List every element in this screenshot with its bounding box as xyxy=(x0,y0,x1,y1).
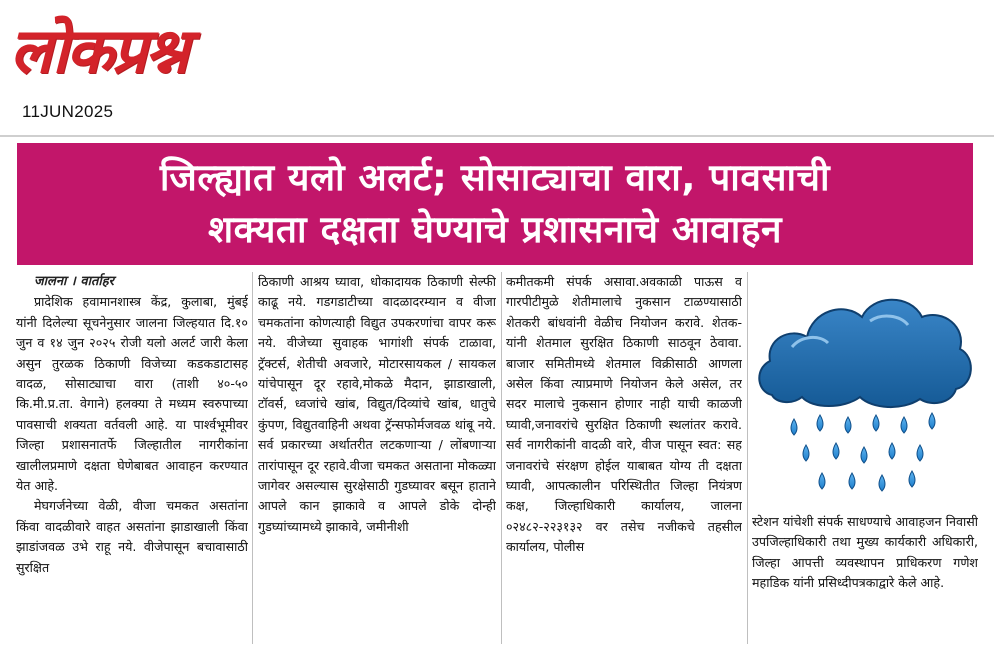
column-divider xyxy=(252,272,253,644)
article-column-1 xyxy=(16,272,248,644)
masthead xyxy=(0,0,994,135)
headline xyxy=(17,143,973,265)
paragraph: कमीतकमी संपर्क असावा.अवकाळी पाऊस व गारपीटीमुळे शेतीमालाचे नुकसान टाळण्यासाठी शेतकरी बांधवांनी वेळीच नियोजन करावे. शेतक-यांनी शेतमाल सुरक्षित ठिकाणी साठवून ठेवावा. बाजार समितीमध्ये शेतमाल विक्रीसाठी आणला असेल किंवा त्याप्रमाणे नियोजन केले असेल, तर सदर मालाचे नुकसान होणार नाही याची काळजी घ्यावी,जनावरांचे सुरक्षित ठिकाणी स्थलांतर करावे. सर्व नागरीकांनी वादळी वारे, वीज पासून स्वत: सह जनावरांचे संरक्षण होईल याबाबत योग्य ती दक्षता घ्यावी, आपत्कालीन परिस्थितीत जिल्हा नियंत्रण कक्ष, जिल्हाधिकारी कार्यालय, जालना ०२४८२-२२३१३२ वर तसेच नजीकचे तहसील कार्यालय, पोलीस xyxy=(506,274,742,555)
paragraph: मेघगर्जनेच्या वेळी, वीजा चमकत असतांना किंवा वादळीवारे वाहत असतांना झाडाखाली किंवा झाडांजवळ उभे राहू नये. वीजेपासून बचावासाठी सुरक्षित xyxy=(16,498,248,575)
byline: जालना । वार्ताहर xyxy=(34,274,114,289)
article-column-2 xyxy=(258,272,496,644)
column-divider xyxy=(747,272,748,644)
paragraph: प्रादेशिक हवामानशास्त्र केंद्र, कुलाबा, मुंबई यांनी दिलेल्या सूचनेनुसार जालना जिल्हयात दि.१० जुन व १४ जुन २०२५ रोजी यलो अलर्ट जारी केला असुन तुरळक ठिकाणी विजेच्या कडकडाटासह वादळ, सोसाट्याचा वारा (ताशी ४०-५० कि.मी.प्र.ता. वेगाने) हलक्या ते मध्यम स्वरुपाच्या पावसाची शक्यता वर्तवली आहे. या पार्श्वभूमीवर जिल्हा प्रशासनातर्फे जिल्हातील नागरीकांना खालीलप्रमाणे दक्षता घेणेबाबत आवाहन करण्यात येत आहे. xyxy=(16,294,248,494)
rain-cloud-illustration xyxy=(752,277,978,505)
article-column-4 xyxy=(752,512,978,644)
paragraph: स्टेशन यांचेशी संपर्क साधण्याचे आवाहजन निवासी उपजिल्हाधिकारी तथा मुख्य कार्यकारी अधिकारी, जिल्हा आपत्ती व्यवस्थापन प्राधिकरण गणेश महाडिक यांनी प्रसिध्दीपत्रकाद्वारे केले आहे. xyxy=(752,514,978,591)
headline-line-2: शक्यता दक्षता घेण्याचे प्रशासनाचे आवाहन xyxy=(207,208,782,251)
paragraph: ठिकाणी आश्रय घ्यावा, धोकादायक ठिकाणी सेल्फी काढू नये. गडगडाटीच्या वादळादरम्यान व वीजा चमकतांना कोणत्याही विद्युत उपकरणांचा वापर करू नये. वीजेच्या सुवाहक भागांशी संपर्क टाळावा, ट्रॅक्टर्स, शेतीची अवजारे, मोटारसायकल / सायकल यांचेपासून दूर रहावे,मोकळे मैदान, झाडाखाली, टॉवर्स, ध्वजांचे खांब, विद्युत/दिव्यांचे खांब, धातुचे कुंपण, विद्युतवाहिनी अथवा ट्रॅन्सफोर्मजवळ थांबू नये. सर्व प्रकारच्या अर्थातरीत लटकणाऱ्या / लोंबणाऱ्या तारांपासून दूर रहावे.वीजा चमकत असताना मोकळ्या जागेवर असल्यास सुरक्षेसाठी गुडघ्यावर बसून हाताने आपले कान झाकावे व आपले डोके दोन्ही गुडघ्यांच्यामध्ये झाकावे, जमीनीशी xyxy=(258,274,496,534)
rain-cloud-icon xyxy=(752,277,978,505)
newspaper-logo: लोकप्रश्न xyxy=(10,14,187,87)
masthead-divider xyxy=(0,135,994,137)
headline-line-1: जिल्ह्यात यलो अलर्ट; सोसाट्याचा वारा, पावसाची xyxy=(159,156,831,199)
issue-date: 11JUN2025 xyxy=(22,102,114,121)
article-column-3 xyxy=(506,272,742,644)
column-divider xyxy=(501,272,502,644)
